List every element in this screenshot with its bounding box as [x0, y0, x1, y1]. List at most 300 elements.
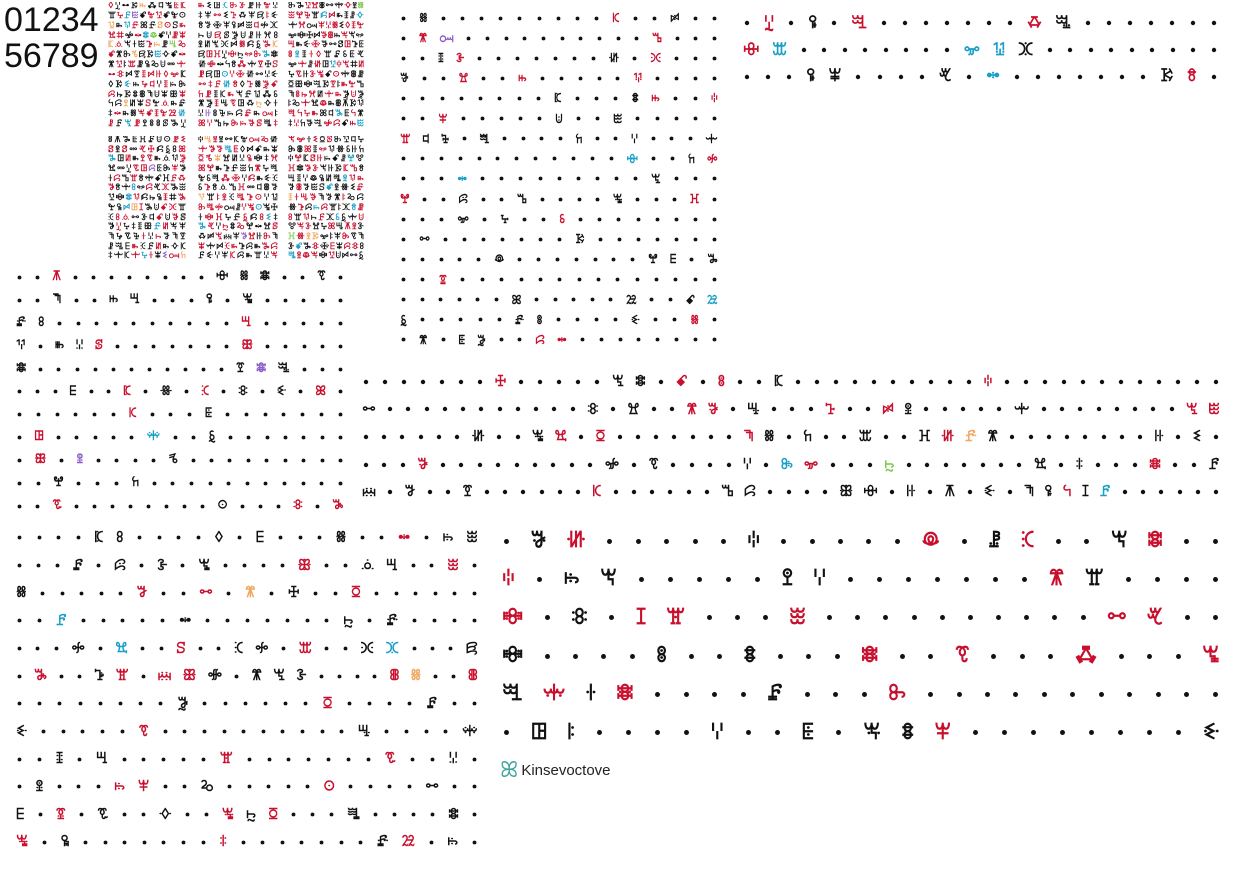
glyph-mark: ꗖ	[16, 314, 27, 330]
glyph-mark: ꖮ	[329, 60, 336, 71]
glyph-mark: ꖔ	[213, 89, 219, 100]
glyph-mark: ꗔ	[244, 89, 252, 100]
glyph-mark: ꗝ	[121, 212, 130, 223]
dot-mark	[244, 413, 248, 417]
glyph-mark: ꕸ	[320, 202, 329, 213]
dot-mark	[518, 258, 522, 262]
glyph-row	[400, 129, 718, 149]
dot-mark	[472, 785, 476, 789]
glyph-mark: ꗈ	[237, 60, 247, 71]
glyph-mark: ꕼ	[328, 109, 334, 120]
glyph-mark: ꖎ	[337, 202, 342, 213]
dot-mark	[1132, 462, 1136, 466]
dot-mark	[639, 577, 644, 582]
dot-mark	[673, 197, 677, 201]
glyph-mark: ꖉ	[131, 183, 136, 194]
dot-mark	[849, 462, 853, 466]
dot-mark	[407, 785, 411, 789]
glyph-mark: ꕴ	[116, 10, 124, 21]
glyph-mark: ꗯ	[216, 241, 224, 252]
dot-mark	[364, 380, 368, 384]
glyph-mark: ꗍ	[233, 144, 239, 155]
dot-mark	[717, 654, 722, 659]
glyph-mark: ꖧ	[269, 136, 278, 145]
glyph-mark: ꖲ	[54, 337, 65, 353]
glyph-mark: ꗟ	[108, 144, 114, 155]
glyph-mark: ꖦ	[155, 241, 162, 252]
glyph-mark: ꕬ	[335, 99, 342, 110]
glyph-mark: ꖱ	[333, 30, 341, 41]
dot-mark	[847, 407, 851, 411]
glyph-mark: ꖔ	[288, 193, 293, 204]
dot-mark	[653, 16, 657, 20]
dot-mark	[129, 367, 133, 371]
glyph-mark: ꗦ	[648, 454, 659, 473]
dot-mark	[1120, 74, 1124, 78]
glyph-mark: ꖃ	[240, 231, 248, 242]
glyph-mark: ꗐ	[358, 251, 364, 262]
dot-mark	[712, 237, 716, 241]
dot-mark	[130, 436, 134, 440]
dot-mark	[1138, 435, 1142, 439]
dot-mark	[693, 217, 697, 221]
glyph-mark: ꖻ	[168, 202, 177, 213]
glyph-mark: ꗚ	[212, 109, 218, 120]
glyph-mark: ꖳ	[336, 10, 344, 21]
dot-mark	[128, 276, 132, 280]
dot-mark	[498, 97, 502, 101]
glyph-mark: ꖦ	[325, 173, 332, 184]
glyph-mark: ꖩ	[246, 804, 257, 823]
dot-mark	[339, 840, 343, 844]
dot-mark	[575, 318, 579, 322]
glyph-mark: ꗁ	[457, 212, 470, 227]
dot-mark	[92, 276, 96, 280]
glyph-mark: ꕤ	[315, 383, 327, 399]
glyph-mark: ꗛ	[214, 30, 222, 41]
glyph-mark: ꖲ	[215, 164, 223, 175]
dot-mark	[572, 298, 576, 302]
glyph-mark: ꖵ	[198, 40, 203, 51]
glyph-mark: ꗚ	[108, 136, 113, 145]
glyph-mark: ꗽ	[334, 2, 344, 11]
glyph-mark: ꖊ	[116, 69, 124, 80]
glyph-mark: ꗷ	[165, 30, 172, 41]
dot-mark	[553, 56, 557, 60]
glyph-mark: ꗄ	[158, 30, 166, 41]
glyph-mark: ꗏ	[335, 212, 340, 223]
glyph-mark: ꗻ	[121, 183, 131, 194]
dot-mark	[713, 36, 717, 40]
glyph-mark: ꖡ	[648, 252, 658, 267]
glyph-mark: ꖘ	[319, 99, 328, 110]
glyph-mark: ꗵ	[635, 372, 646, 390]
dot-mark	[18, 536, 22, 540]
glyph-mark: ꕶ	[172, 20, 179, 31]
glyph-mark: ꕾ	[136, 99, 144, 110]
dot-mark	[882, 21, 886, 25]
glyph-mark: ꗻ	[176, 60, 186, 71]
dot-mark	[338, 390, 342, 394]
dot-mark	[688, 137, 692, 141]
dot-mark	[187, 321, 191, 325]
dot-mark	[630, 654, 635, 659]
glyph-mark: ꗬ	[255, 69, 264, 80]
dot-mark	[58, 702, 62, 706]
glyph-mark: ꗣ	[115, 79, 123, 90]
dot-mark	[75, 505, 79, 509]
glyph-mark: ꗭ	[355, 30, 364, 41]
glyph-mark: ꗩ	[270, 10, 278, 21]
glyph-mark: ꗔ	[153, 222, 162, 233]
dot-mark	[560, 36, 564, 40]
dot-mark	[200, 276, 204, 280]
glyph-mark: ꕸ	[236, 251, 245, 262]
dot-mark	[616, 278, 620, 282]
dot-mark	[457, 298, 461, 302]
glyph-mark: ꗖ	[244, 109, 252, 120]
glyph-mark: ꖫ	[223, 119, 230, 130]
glyph-mark: ꖔ	[437, 51, 445, 66]
glyph-mark: ꖣ	[604, 454, 620, 473]
dot-mark	[434, 674, 438, 678]
dot-mark	[425, 536, 429, 540]
glyph-mark: ꗔ	[131, 20, 139, 31]
glyph-mark: ꗝ	[360, 555, 375, 574]
dot-mark	[183, 730, 187, 734]
dot-mark	[895, 539, 900, 544]
glyph-mark: ꖞ	[341, 231, 350, 242]
glyph-mark: ꗫ	[108, 40, 114, 51]
dot-mark	[654, 435, 658, 439]
glyph-mark: ꕲ	[204, 183, 211, 194]
glyph-mark: ꗦ	[146, 154, 153, 165]
glyph-mark: ꗱ	[270, 241, 278, 252]
dot-mark	[595, 177, 599, 181]
dot-mark	[636, 217, 640, 221]
glyph-mark: ꕻ	[356, 10, 364, 21]
dot-mark	[301, 321, 305, 325]
dot-mark	[242, 730, 246, 734]
glyph-mark: ꗣ	[322, 79, 330, 90]
dot-mark	[444, 730, 448, 734]
dot-mark	[935, 577, 940, 582]
dot-mark	[1176, 730, 1181, 735]
dot-mark	[38, 344, 42, 348]
glyph-row	[400, 209, 718, 229]
dot-mark	[264, 482, 268, 486]
glyph-mark: ꖱ	[518, 71, 527, 86]
glyph-mark: ꕴ	[500, 212, 509, 227]
glyph-mark: ꖍ	[1154, 427, 1165, 446]
dot-mark	[191, 459, 195, 463]
glyph-mark: ꗴ	[115, 193, 125, 204]
glyph-mark: ꖪ	[114, 777, 126, 795]
glyph-mark: ꕻ	[158, 804, 172, 823]
glyph-mark: ꗴ	[318, 251, 328, 262]
glyph-mark: ꖉ	[273, 30, 278, 41]
glyph-mark: ꕷ	[223, 30, 230, 41]
dot-mark	[504, 539, 509, 544]
glyph-mark: ꗻ	[297, 60, 307, 71]
glyph-mark: ꖆ	[295, 2, 304, 11]
glyph-mark: ꖑ	[146, 89, 153, 100]
glyph-mark: ꖐ	[115, 638, 128, 657]
dot-mark	[540, 76, 544, 80]
glyph-mark: ꖑ	[108, 231, 115, 242]
glyph-mark: ꗫ	[303, 154, 309, 165]
dot-mark	[421, 217, 425, 221]
glyph-mark: ꖁ	[1084, 566, 1104, 592]
glyph-mark: ꖝ	[333, 136, 342, 145]
glyph-mark: ꖢ	[71, 638, 86, 657]
dot-mark	[1147, 730, 1152, 735]
dot-mark	[261, 730, 265, 734]
dot-mark	[57, 785, 61, 789]
glyph-mark: ꖹ	[335, 251, 342, 262]
glyph-mark: ꗵ	[142, 30, 149, 41]
dot-mark	[611, 407, 615, 411]
glyph-mark: ꖁ	[129, 173, 138, 184]
dot-mark	[343, 647, 347, 651]
dot-mark	[834, 380, 838, 384]
glyph-mark: ꖊ	[237, 383, 249, 399]
dot-mark	[139, 702, 143, 706]
glyph-mark: ꗆ	[114, 241, 124, 252]
dot-mark	[652, 157, 656, 161]
dot-mark	[944, 462, 948, 466]
dot-mark	[787, 435, 791, 439]
glyph-mark: ꗲ	[320, 10, 328, 21]
dot-mark	[472, 619, 476, 623]
glyph-mark: ꖘ	[302, 251, 311, 262]
glyph-row	[16, 312, 344, 335]
glyph-mark: ꖺ	[1208, 399, 1220, 418]
glyph-mark: ꖻ	[220, 40, 229, 51]
glyph-mark: ꗶ	[296, 164, 304, 175]
dot-mark	[787, 74, 791, 78]
glyph-mark: ꖋ	[108, 109, 113, 120]
dot-mark	[344, 564, 348, 568]
dot-mark	[726, 577, 731, 582]
glyph-mark: ꕺ	[344, 20, 351, 31]
glyph-mark: ꕸ	[245, 241, 254, 252]
dot-mark	[579, 36, 583, 40]
glyph-mark: ꗫ	[343, 164, 349, 175]
glyph-mark: ꕰ	[651, 31, 663, 46]
dot-mark	[559, 76, 563, 80]
dot-mark	[827, 615, 832, 620]
glyph-mark: ꖍ	[255, 30, 262, 41]
dot-mark	[904, 48, 908, 52]
dot-mark	[96, 459, 100, 463]
dot-mark	[421, 278, 425, 282]
glyph-mark: ꗍ	[173, 2, 179, 11]
glyph-mark: ꗰ	[670, 11, 680, 25]
glyph-mark: ꗩ	[124, 79, 132, 90]
dot-mark	[97, 564, 101, 568]
dot-mark	[596, 197, 600, 201]
glyph-mark: ꖸ	[34, 429, 44, 445]
glyph-mark: ꕫ	[200, 777, 214, 795]
dot-mark	[672, 435, 676, 439]
glyph-mark: ꗲ	[246, 40, 255, 51]
dot-mark	[1192, 462, 1196, 466]
glyph-mark: ꗹ	[198, 109, 204, 120]
glyph-mark: ꗽ	[340, 69, 350, 80]
dot-mark	[536, 97, 540, 101]
glyph-mark: ꖬ	[16, 337, 26, 353]
glyph-mark: ꖈ	[169, 40, 177, 51]
glyph-mark: ꗬ	[224, 136, 233, 145]
glyph-mark: ꖂ	[665, 604, 686, 630]
dot-mark	[443, 407, 447, 411]
dot-mark	[693, 278, 697, 282]
glyph-mark: ꖞ	[162, 164, 171, 175]
glyph-mark: ꕵ	[115, 231, 123, 242]
dotted-panel-bottom-left	[16, 524, 478, 856]
glyph-mark: ꗚ	[288, 50, 293, 61]
dot-mark	[36, 505, 40, 509]
dot-mark	[367, 702, 371, 706]
dot-mark	[452, 702, 456, 706]
glyph-mark: ꖭ	[349, 173, 356, 184]
dot-mark	[421, 177, 425, 181]
dot-mark	[855, 615, 860, 620]
dot-mark	[319, 674, 323, 678]
glyph-row	[502, 714, 1220, 752]
glyph-mark: ꖓ	[170, 183, 179, 194]
glyph-mark: ꕩ	[139, 144, 147, 155]
glyph-mark: ꖯ	[271, 193, 278, 204]
glyph-mark: ꗛ	[138, 50, 146, 61]
glyph-mark: ꖁ	[400, 131, 411, 146]
glyph-mark: ꕸ	[343, 241, 351, 252]
glyph-mark: ꖩ	[255, 99, 263, 110]
glyph-mark: ꖁ	[108, 10, 116, 21]
dot-mark	[430, 564, 434, 568]
dot-mark	[431, 647, 435, 651]
glyph-mark: ꕽ	[204, 10, 212, 21]
glyph-mark: ꖵ	[334, 183, 340, 194]
glyph-mark: ꖙ	[319, 164, 327, 175]
dot-mark	[670, 157, 674, 161]
glyph-mark: ꕻ	[161, 50, 170, 61]
glyph-mark: ꖤ	[1044, 482, 1053, 501]
dot-mark	[201, 367, 205, 371]
glyph-mark: ꗸ	[763, 13, 775, 33]
glyph-mark: ꗘ	[161, 40, 169, 51]
dot-mark	[202, 730, 206, 734]
glyph-mark: ꗯ	[246, 144, 254, 155]
dot-mark	[206, 619, 210, 623]
dot-mark	[659, 380, 663, 384]
glyph-mark: ꕴ	[123, 222, 130, 233]
dot-mark	[217, 647, 221, 651]
dot-mark	[96, 785, 100, 789]
glyph-mark: ꖀ	[108, 212, 114, 223]
dot-mark	[394, 591, 398, 595]
glyph-mark: ꗉ	[115, 183, 121, 194]
glyph-mark: ꖠ	[170, 10, 179, 21]
dot-mark	[674, 278, 678, 282]
dot-mark	[182, 757, 186, 761]
glyph-mark: ꗓ	[1099, 482, 1111, 501]
glyph-mark: ꖄ	[206, 99, 213, 110]
glyph-mark: ꖖ	[16, 832, 29, 851]
dot-mark	[1078, 74, 1082, 78]
glyph-mark: ꖔ	[154, 109, 159, 120]
glyph-mark: ꕪ	[1062, 482, 1072, 501]
dot-mark	[210, 459, 214, 463]
dot-mark	[614, 97, 618, 101]
dot-mark	[655, 730, 660, 735]
dot-mark	[697, 577, 702, 582]
dot-mark	[713, 177, 717, 181]
dot-mark	[766, 74, 770, 78]
glyph-mark: ꕬ	[295, 183, 302, 194]
glyph-mark: ꗳ	[743, 39, 760, 60]
glyph-mark: ꖋ	[273, 212, 278, 223]
dot-mark	[36, 298, 40, 302]
glyph-mark: ꗷ	[302, 173, 309, 184]
glyph-row	[400, 149, 718, 169]
dot-mark	[35, 390, 39, 394]
glyph-mark: ꗗ	[108, 241, 114, 252]
dot-mark	[330, 813, 334, 817]
glyph-mark: ꖮ	[304, 2, 311, 11]
dot-mark	[808, 407, 812, 411]
glyph-mark: ꗹ	[325, 20, 332, 31]
glyph-mark: ꗤ	[410, 666, 422, 685]
glyph-mark: ꖋ	[1075, 454, 1084, 473]
dot-mark	[637, 338, 641, 342]
dot-mark	[520, 237, 524, 241]
dot-mark	[53, 390, 57, 394]
dot-mark	[276, 505, 280, 509]
dot-mark	[1176, 654, 1181, 659]
dot-mark	[866, 407, 870, 411]
dot-mark	[480, 117, 484, 121]
dot-mark	[320, 459, 324, 463]
dot-mark	[1056, 539, 1061, 544]
glyph-mark: ꗁ	[170, 69, 179, 80]
dot-mark	[300, 840, 304, 844]
glyph-mark: ꕯ	[1081, 482, 1090, 501]
glyph-mark: ꗞ	[288, 79, 294, 90]
dot-mark	[227, 482, 231, 486]
glyph-mark: ꗚ	[155, 119, 161, 130]
dot-mark	[368, 785, 372, 789]
glyph-mark: ꖄ	[357, 89, 364, 100]
dot-mark	[18, 674, 22, 678]
glyph-mark: ꖎ	[337, 79, 341, 90]
glyph-mark: ꗦ	[350, 231, 357, 242]
dot-mark	[883, 615, 888, 620]
glyph-row	[400, 109, 718, 129]
glyph-mark: ꗬ	[328, 40, 338, 51]
glyph-mark: ꖋ	[219, 832, 228, 851]
glyph-mark: ꕾ	[214, 154, 222, 165]
glyph-mark: ꕧ	[344, 222, 352, 233]
dot-mark	[339, 276, 343, 280]
glyph-mark: ꖴ	[255, 202, 263, 213]
glyph-mark: ꗔ	[964, 427, 978, 446]
glyph-mark: ꕼ	[149, 79, 155, 90]
dot-mark	[301, 482, 305, 486]
glyph-mark: ꖘ	[494, 252, 505, 267]
glyph-mark: ꗇ	[177, 173, 186, 184]
